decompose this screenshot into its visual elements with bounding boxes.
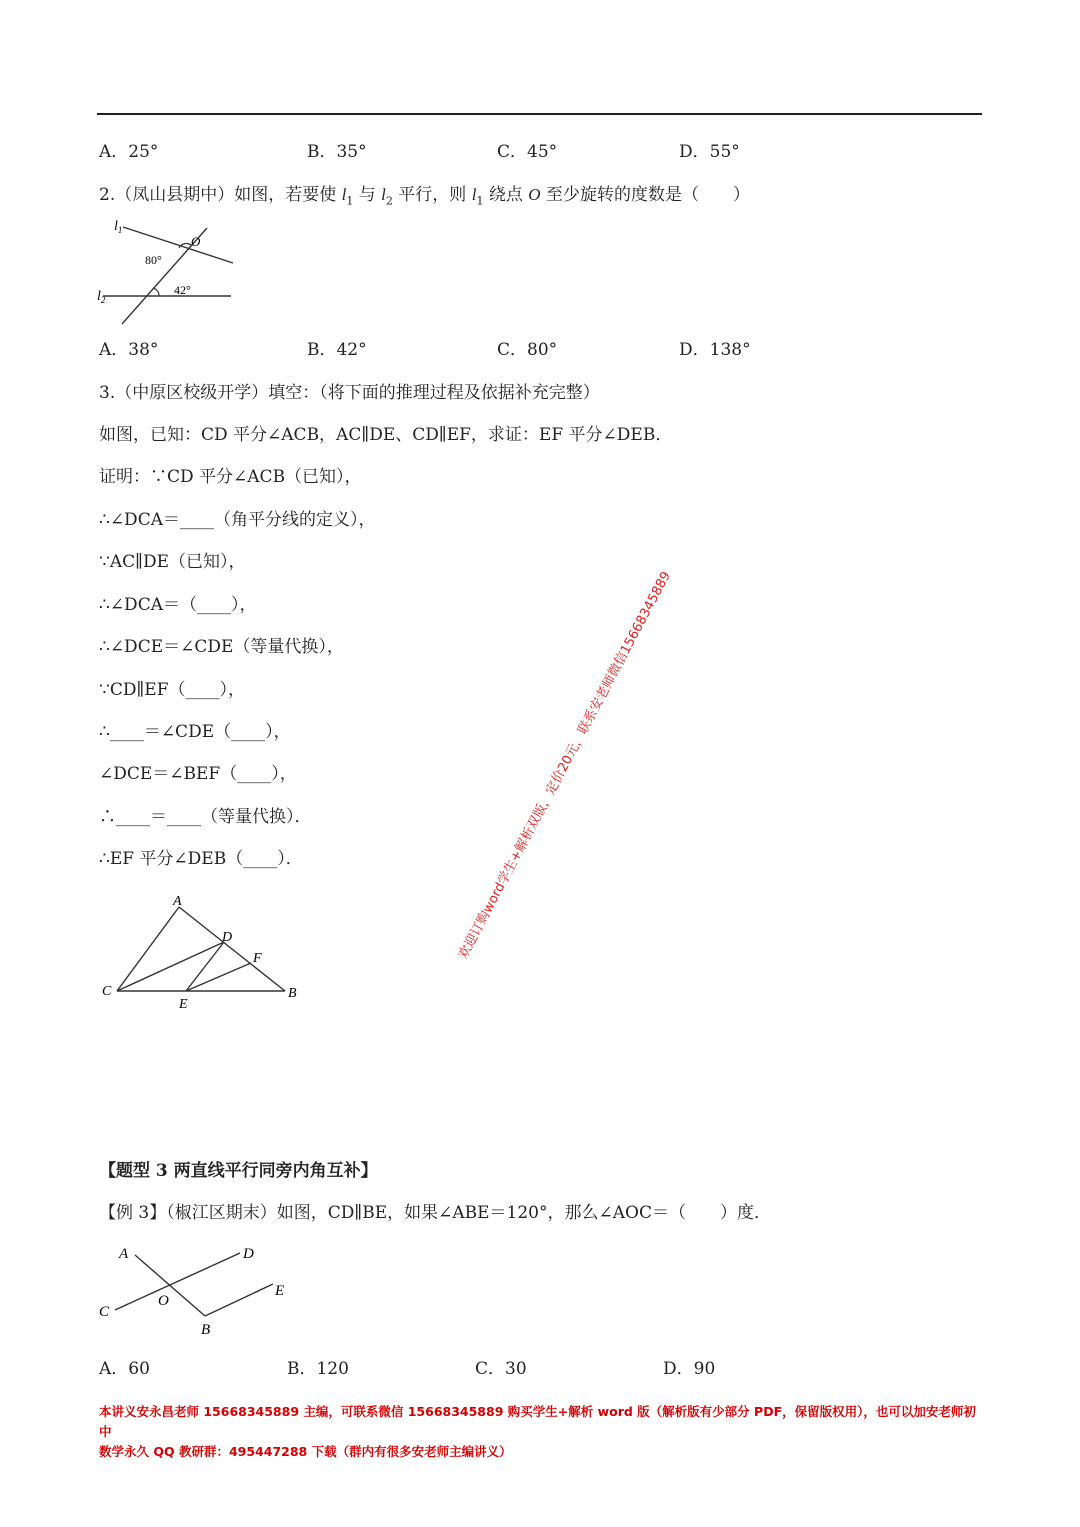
segment-ca (117, 907, 179, 991)
footer-notice (99, 1402, 984, 1462)
q3-proof-line: ∴∠DCA＝____（角平分线的定义）， (99, 510, 376, 530)
segment-be (205, 1284, 273, 1316)
q2-option-d: D．138° (679, 340, 751, 360)
label-angle-80: 80° (145, 253, 162, 267)
label-b: B (288, 986, 297, 1001)
angle-arc-42 (153, 288, 159, 296)
segment-cd (117, 942, 224, 991)
label-e: E (179, 997, 188, 1012)
label-l2: $l_2$ (97, 289, 106, 305)
label-c: C (102, 984, 112, 999)
example-3-option-a: A．60 (99, 1359, 150, 1379)
q3-proof-line: ∵CD∥EF（____）， (99, 680, 246, 700)
q3-given: 如图，已知：CD 平分∠ACB，AC∥DE、CD∥EF，求证：EF 平分∠DEB． (99, 425, 673, 445)
q3-proof-line: ∴∠DCA＝（____）， (99, 595, 257, 615)
example-3-stem: 【例 3】（椒江区期末）如图，CD∥BE，如果∠ABE＝120°，那么∠AOC＝（ ）度． (99, 1203, 771, 1223)
label-c: C (99, 1304, 110, 1320)
example-3-option-c: C．30 (475, 1359, 527, 1379)
footer-line-1: 本讲义安永昌老师 15668345889 主编，可联系微信 15668345889 购买学生+解析 word 版（解析版有少部分 PDF，保留版权用），也可以加安老师初中 (99, 1404, 976, 1439)
example-3-figure (95, 1240, 295, 1340)
q3-proof-line: ∠DCE＝∠BEF（____）， (99, 764, 297, 784)
label-a: A (119, 1246, 129, 1262)
section-title: 【题型 3 两直线平行同旁内角互补】 (99, 1161, 378, 1181)
q2-option-c: C．80° (497, 340, 558, 360)
label-a: A (173, 894, 182, 909)
q1-option-c: C．45° (497, 142, 558, 162)
label-e: E (275, 1283, 285, 1299)
q3-proof-line: ∴EF 平分∠DEB（____）． (99, 849, 303, 869)
q3-figure (95, 888, 310, 1013)
segment-ef (186, 963, 251, 991)
q3-proof-line: ∴____＝∠CDE（____）， (99, 722, 291, 742)
q2-stem: 2.（凤山县期中）如图，若要使 $l_1$ 与 $l_2$ 平行，则 $l_1$ 绕点 O 至少旋转的度数是（ ） (99, 185, 750, 208)
q2-option-a: A．38° (99, 340, 159, 360)
label-angle-42: 42° (174, 283, 191, 297)
example-3-option-d: D．90 (663, 1359, 716, 1379)
label-f: F (253, 951, 262, 966)
segment-de (186, 942, 224, 991)
label-l1: $l_1$ (114, 219, 123, 235)
q3-title: 3.（中原区校级开学）填空：（将下面的推理过程及依据补充完整） (99, 383, 600, 403)
q1-option-b: B．35° (307, 142, 367, 162)
q3-proof-line: ∴∠DCE＝∠CDE（等量代换）， (99, 637, 344, 657)
watermark-text: 欢迎订购word学生+解析双版，定价20元，联系安老师微信15668345889 (455, 569, 675, 962)
q2-figure (95, 212, 245, 330)
label-o: O (191, 234, 201, 249)
label-d: D (222, 930, 233, 945)
footer-line-2: 数学永久 QQ 教研群：495447288 下载（群内有很多安老师主编讲义） (99, 1444, 512, 1459)
example-3-option-b: B．120 (287, 1359, 349, 1379)
q3-proof-line: ∴____＝____（等量代换）． (99, 807, 312, 827)
header-rule (97, 113, 982, 115)
q3-proof-line: 证明：∵CD 平分∠ACB（已知）， (99, 467, 362, 487)
line-l1 (123, 227, 233, 263)
segment-cd (115, 1253, 240, 1310)
q1-option-d: D．55° (679, 142, 740, 162)
q1-option-a: A．25° (99, 142, 159, 162)
q2-option-b: B．42° (307, 340, 367, 360)
label-o: O (158, 1293, 169, 1309)
q3-proof-line: ∵AC∥DE（已知）， (99, 552, 246, 572)
label-b: B (201, 1322, 211, 1338)
label-d: D (243, 1246, 254, 1262)
